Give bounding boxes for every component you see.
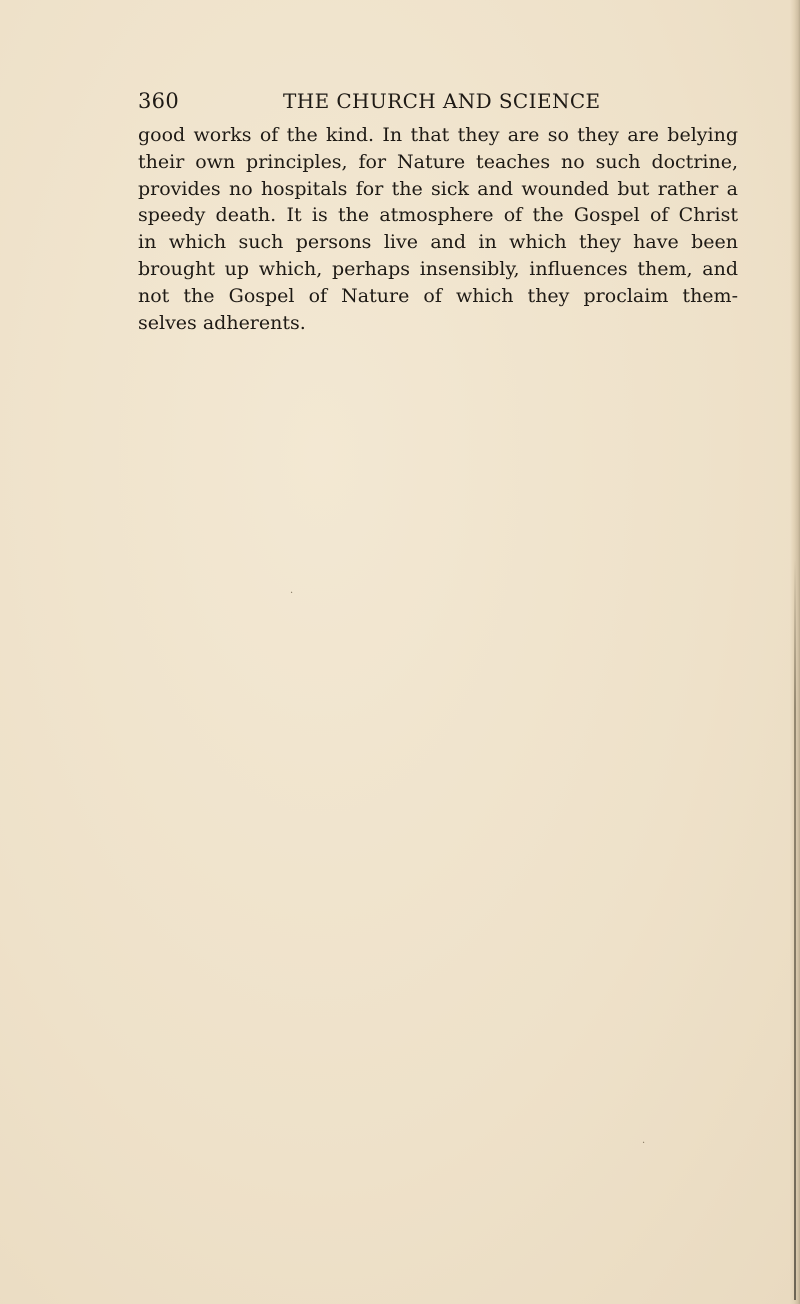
page-edge-line bbox=[794, 560, 796, 1300]
text-line: their own principles, for Nature teaches no such doctrine, bbox=[138, 150, 738, 173]
text-line: speedy death. It is the atmosphere of the Gospel of Christ bbox=[138, 204, 738, 227]
text-line: selves adherents. bbox=[138, 311, 306, 334]
text-line: brought up which, perhaps insensibly, influences them, and bbox=[138, 257, 738, 280]
paper-speck: · bbox=[290, 588, 294, 599]
paper-speck: · bbox=[642, 1138, 646, 1149]
text-line: good works of the kind. In that they are so they are belying bbox=[138, 124, 738, 146]
running-head bbox=[138, 89, 608, 119]
text-line: provides no hospitals for the sick and wounded but rather a bbox=[138, 177, 738, 200]
body-paragraph bbox=[138, 122, 738, 336]
page-number: 360 bbox=[138, 89, 179, 113]
text-line: not the Gospel of Nature of which they proclaim them- bbox=[138, 284, 738, 307]
text-line: in which such persons live and in which they have been bbox=[138, 231, 738, 254]
chapter-title: THE CHURCH AND SCIENCE bbox=[283, 89, 601, 113]
